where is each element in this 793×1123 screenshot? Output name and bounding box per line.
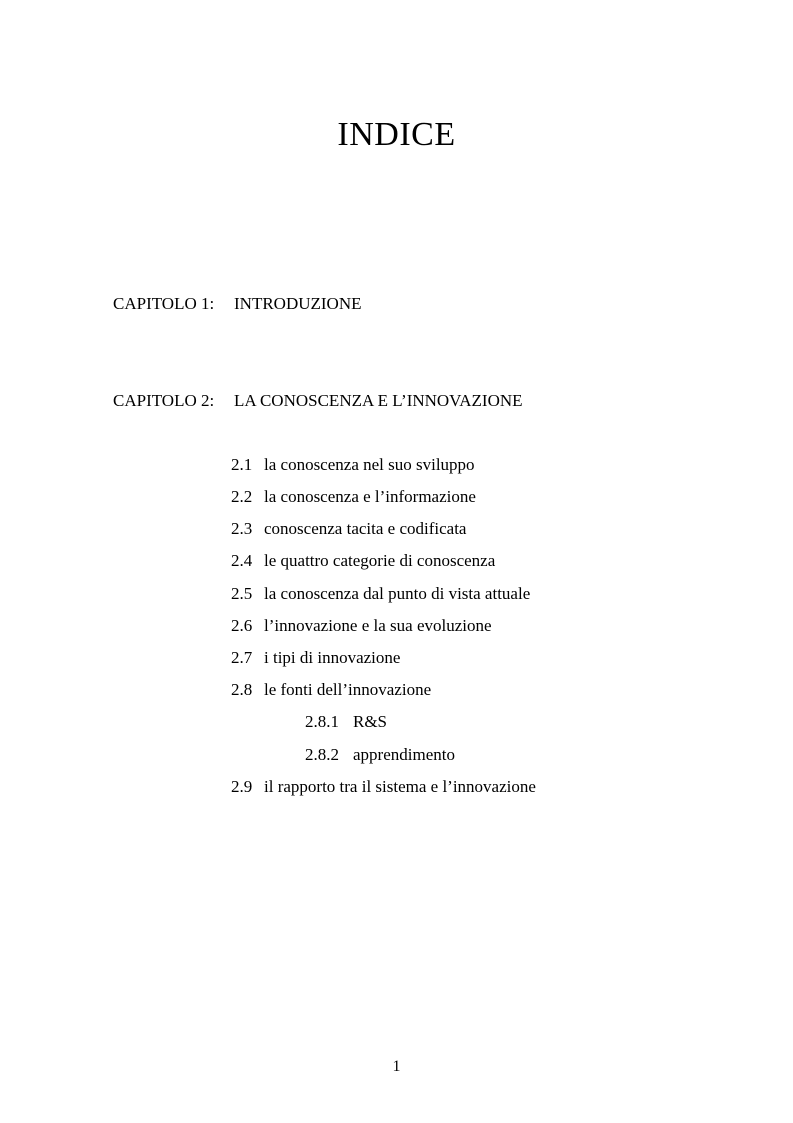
toc-section-2-1 (231, 454, 475, 476)
toc-section-2-9 (231, 776, 536, 798)
toc-section-2-8 (231, 679, 431, 701)
section-title: le quattro categorie di conoscenza (264, 551, 496, 570)
chapter-number: CAPITOLO 2: (113, 391, 215, 410)
section-number: 2.3 (231, 519, 253, 538)
toc-section-2-5 (231, 583, 530, 605)
section-number: 2.2 (231, 487, 253, 506)
section-number: 2.6 (231, 616, 253, 635)
chapter-title: INTRODUZIONE (234, 294, 362, 313)
toc-chapter-2 (113, 390, 523, 412)
section-title: l’innovazione e la sua evoluzione (264, 616, 492, 635)
section-title: le fonti dell’innovazione (264, 680, 432, 699)
toc-section-2-3 (231, 518, 466, 540)
section-title: la conoscenza e l’informazione (264, 487, 476, 506)
page-title: INDICE (337, 116, 456, 153)
section-number: 2.8 (231, 680, 253, 699)
toc-subsection-2-8-2 (305, 744, 455, 766)
toc-subsection-2-8-1 (305, 711, 387, 733)
subsection-title: R&S (353, 712, 388, 731)
toc-chapter-1 (113, 293, 361, 315)
toc-section-2-6 (231, 615, 492, 637)
toc-section-2-2 (231, 486, 476, 508)
section-number: 2.9 (231, 777, 253, 796)
section-title: conoscenza tacita e codificata (264, 519, 467, 538)
section-number: 2.7 (231, 648, 253, 667)
section-number: 2.5 (231, 584, 253, 603)
section-title: il rapporto tra il sistema e l’innovazione (264, 777, 536, 796)
chapter-number: CAPITOLO 1: (113, 294, 215, 313)
section-number: 2.1 (231, 455, 253, 474)
subsection-title: apprendimento (353, 745, 455, 764)
section-number: 2.4 (231, 551, 253, 570)
page-number: 1 (392, 1058, 401, 1075)
subsection-number: 2.8.2 (305, 745, 339, 764)
section-title: la conoscenza dal punto di vista attuale (264, 584, 531, 603)
section-title: la conoscenza nel suo sviluppo (264, 455, 475, 474)
toc-section-2-7 (231, 647, 400, 669)
section-title: i tipi di innovazione (264, 648, 401, 667)
toc-section-2-4 (231, 550, 495, 572)
subsection-number: 2.8.1 (305, 712, 339, 731)
chapter-title: LA CONOSCENZA E L’INNOVAZIONE (234, 391, 523, 410)
